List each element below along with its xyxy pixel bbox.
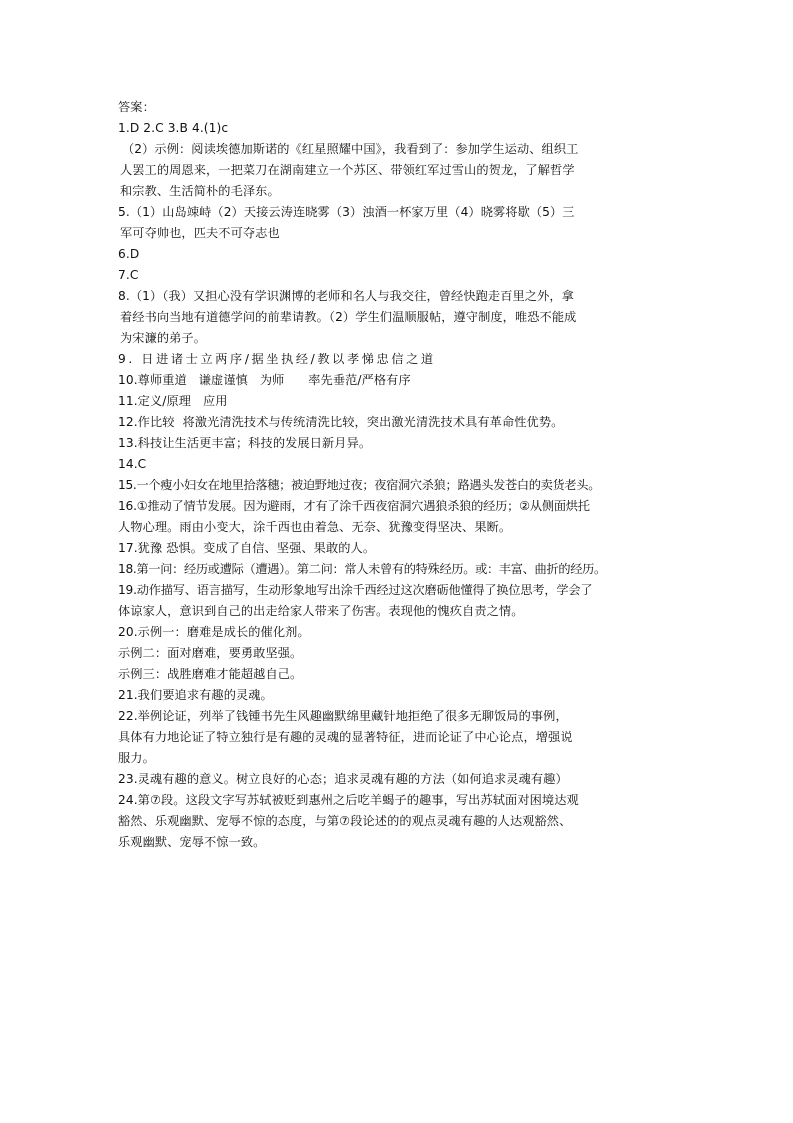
answer-line-21: 17.犹豫 恐惧。变成了自信、坚强、果敢的人。 (118, 541, 376, 555)
answer-line-7: 6.D (118, 247, 140, 261)
answer-line-5: 5.（1）山岛竦峙（2）天接云涛连晓雾（3）浊酒一杯家万里（4）晓雾将歇（5）三 (118, 205, 575, 219)
answer-line-10: 着经书向当地有道德学问的前辈请教。（2）学生们温顺服帖，遵守制度，唯恐不能成 (120, 310, 577, 324)
answer-line-2: （2）示例：阅读埃德加斯诺的《红星照耀中国》，我看到了：参加学生运动、组织工 (122, 142, 579, 156)
answer-heading: 答案： (118, 100, 155, 114)
answer-line-17: 14.C (118, 457, 147, 471)
answer-line-15: 12.作比较 将激光清洗技术与传统清洗比较，突出激光清洗技术具有革命性优势。 (118, 415, 564, 429)
answer-document (118, 97, 678, 853)
answer-line-20: 人物心理。雨由小变大，涂千西也由着急、无奈、犹豫变得坚决、果断。 (118, 520, 512, 534)
answer-line-31: 服力。 (118, 751, 155, 765)
answer-line-3: 人罢工的周恩来，一把菜刀在湖南建立一个苏区、带领红军过雪山的贺龙，了解哲学 (120, 163, 575, 177)
answer-line-23: 19.动作描写、语言描写，生动形象地写出涂千西经过这次磨砺他懂得了换位思考，学会了 (118, 583, 593, 597)
answer-line-1: 1.D 2.C 3.B 4.(1)c (118, 121, 229, 135)
answer-line-11: 为宋濂的弟子。 (120, 331, 207, 345)
answer-line-30: 具体有力地论证了特立独行是有趣的灵魂的显著特征，进而论证了中心论点，增强说 (118, 730, 573, 744)
answer-line-22: 18.第一问：经历或遭际（遭遇）。第二问：常人未曾有的特殊经历。或：丰富、曲折的经历。 (118, 562, 606, 576)
answer-line-34: 豁然、乐观幽默、宠辱不惊的态度，与第⑦段论述的的观点灵魂有趣的人达观豁然、 (118, 814, 572, 828)
answer-line-9: 8.（1）（我）又担心没有学识渊博的老师和名人与我交往，曾经快跑走百里之外，拿 (118, 289, 574, 303)
answer-line-4: 和宗教、生活简朴的毛泽东。 (120, 184, 280, 198)
answer-line-27: 示例三：战胜磨难才能超越自己。 (118, 667, 303, 681)
answer-line-29: 22.举例论证，列举了钱锺书先生风趣幽默绵里藏针地拒绝了很多无聊饭局的事例， (118, 709, 568, 723)
answer-line-28: 21.我们要追求有趣的灵魂。 (118, 688, 273, 702)
answer-line-13: 10.尊师重道 谦虚谨慎 为师 率先垂范/严格有序 (118, 373, 411, 387)
answer-line-8: 7.C (118, 268, 139, 282)
answer-line-24: 体谅家人，意识到自己的出走给家人带来了伤害。表现他的愧疚自责之情。 (118, 604, 524, 618)
answer-line-25: 20.示例一：磨难是成长的催化剂。 (118, 625, 310, 639)
answer-line-14: 11.定义/原理 应用 (118, 394, 228, 408)
answer-line-16: 13.科技让生活更丰富；科技的发展日新月异。 (118, 436, 372, 450)
answer-line-26: 示例二：面对磨难，要勇敢坚强。 (118, 646, 303, 660)
answer-line-12: 9. 日进诸士立两序/据坐执经/教以孝悌忠信之道 (118, 352, 436, 366)
answer-line-33: 24.第⑦段。这段文字写苏轼被贬到惠州之后吃羊蝎子的趣事，写出苏轼面对困境达观 (118, 793, 579, 807)
answer-line-6: 军可夺帅也，匹夫不可夺志也 (120, 226, 280, 240)
answer-line-19: 16.①推动了情节发展。因为避雨，才有了涂千西夜宿洞穴遇狼杀狼的经历；②从侧面烘托 (118, 499, 590, 513)
answer-line-35: 乐观幽默、宠辱不惊一致。 (118, 835, 266, 849)
answer-line-32: 23.灵魂有趣的意义。树立良好的心态；追求灵魂有趣的方法（如何追求灵魂有趣） (118, 772, 568, 786)
answer-line-18: 15.一个瘦小妇女在地里拾落穗；被迫野地过夜；夜宿洞穴杀狼；路遇头发苍白的卖货老头。 (118, 478, 601, 492)
